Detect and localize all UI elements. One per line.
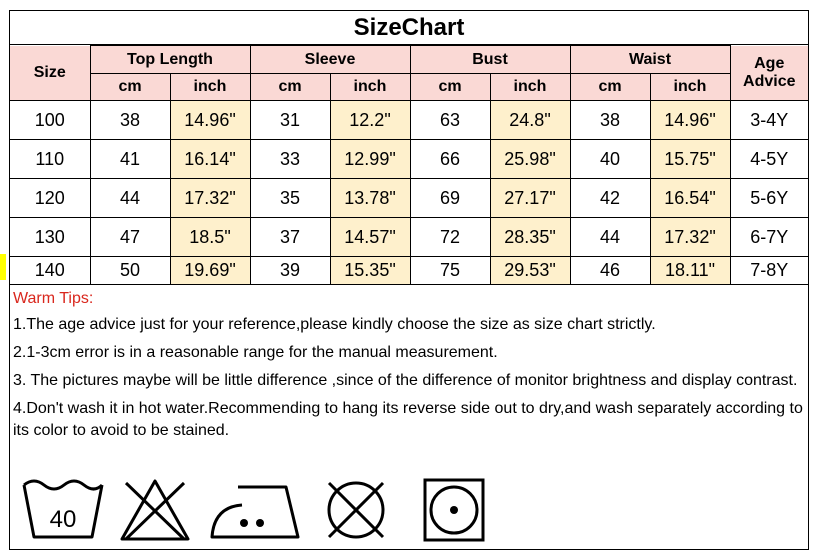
inch-cell: 14.96"	[650, 101, 730, 140]
iron-medium-icon	[208, 477, 304, 541]
unit-header: inch	[330, 74, 410, 101]
tip-item: 4.Don't wash it in hot water.Recommending to hang its reverse side out to dry,and wash separately according to its color to avoid to be stained.	[13, 400, 803, 439]
size-chart-sheet	[9, 10, 809, 550]
age-advice-header	[730, 46, 808, 101]
cm-cell: 69	[410, 179, 490, 218]
cm-cell: 31	[250, 101, 330, 140]
cm-cell: 35	[250, 179, 330, 218]
unit-header: cm	[570, 74, 650, 101]
size-cell: 110	[10, 140, 90, 179]
wash-40-icon	[20, 477, 106, 541]
group-header-sleeve: Sleeve	[250, 46, 410, 74]
inch-cell: 14.96"	[170, 101, 250, 140]
chart-title: SizeChart	[10, 11, 808, 45]
cm-cell: 75	[410, 257, 490, 285]
age-cell: 4-5Y	[730, 140, 808, 179]
inch-cell: 25.98"	[490, 140, 570, 179]
unit-header: cm	[250, 74, 330, 101]
cm-cell: 66	[410, 140, 490, 179]
unit-header: inch	[170, 74, 250, 101]
inch-cell: 16.54"	[650, 179, 730, 218]
age-header-line2: Advice	[743, 72, 796, 90]
tip-item: 1.The age advice just for your reference,please kindly choose the size as size chart strictly.	[13, 316, 656, 333]
group-header-bust: Bust	[410, 46, 570, 74]
cm-cell: 63	[410, 101, 490, 140]
inch-cell: 17.32"	[170, 179, 250, 218]
size-table	[10, 45, 808, 285]
inch-cell: 19.69"	[170, 257, 250, 285]
inch-cell: 15.35"	[330, 257, 410, 285]
size-cell: 100	[10, 101, 90, 140]
size-header: Size	[10, 46, 90, 101]
age-header-line1: Age	[754, 54, 785, 72]
tumble-dry-icon	[422, 477, 486, 543]
no-dry-clean-icon	[323, 477, 389, 543]
cm-cell: 72	[410, 218, 490, 257]
inch-cell: 16.14"	[170, 140, 250, 179]
table-row	[10, 179, 808, 218]
table-row	[10, 101, 808, 140]
age-cell: 3-4Y	[730, 101, 808, 140]
inch-cell: 27.17"	[490, 179, 570, 218]
yellow-edge-marker	[0, 254, 6, 280]
cm-cell: 39	[250, 257, 330, 285]
unit-header: cm	[410, 74, 490, 101]
inch-cell: 15.75"	[650, 140, 730, 179]
table-row	[10, 257, 808, 285]
cm-cell: 38	[90, 101, 170, 140]
no-bleach-icon	[118, 477, 192, 541]
inch-cell: 28.35"	[490, 218, 570, 257]
warm-tips-heading: Warm Tips:	[13, 290, 94, 307]
inch-cell: 14.57"	[330, 218, 410, 257]
inch-cell: 12.2"	[330, 101, 410, 140]
cm-cell: 44	[570, 218, 650, 257]
inch-cell: 18.5"	[170, 218, 250, 257]
cm-cell: 38	[570, 101, 650, 140]
cm-cell: 41	[90, 140, 170, 179]
age-cell: 5-6Y	[730, 179, 808, 218]
wash-temp-label: 40	[49, 506, 77, 533]
cm-cell: 47	[90, 218, 170, 257]
inch-cell: 29.53"	[490, 257, 570, 285]
cm-cell: 42	[570, 179, 650, 218]
cm-cell: 44	[90, 179, 170, 218]
size-cell: 140	[10, 257, 90, 285]
cm-cell: 40	[570, 140, 650, 179]
size-cell: 130	[10, 218, 90, 257]
group-header-top-length: Top Length	[90, 46, 250, 74]
warm-tips	[10, 284, 808, 448]
table-row	[10, 218, 808, 257]
care-icons	[10, 469, 808, 549]
cm-cell: 46	[570, 257, 650, 285]
size-cell: 120	[10, 179, 90, 218]
unit-header: inch	[650, 74, 730, 101]
age-cell: 6-7Y	[730, 218, 808, 257]
unit-header: inch	[490, 74, 570, 101]
table-row	[10, 140, 808, 179]
cm-cell: 37	[250, 218, 330, 257]
tip-item: 2.1-3cm error is in a reasonable range for the manual measurement.	[13, 344, 498, 361]
inch-cell: 24.8"	[490, 101, 570, 140]
group-header-waist: Waist	[570, 46, 730, 74]
inch-cell: 17.32"	[650, 218, 730, 257]
cm-cell: 33	[250, 140, 330, 179]
inch-cell: 18.11"	[650, 257, 730, 285]
inch-cell: 13.78"	[330, 179, 410, 218]
age-cell: 7-8Y	[730, 257, 808, 285]
inch-cell: 12.99"	[330, 140, 410, 179]
cm-cell: 50	[90, 257, 170, 285]
unit-header: cm	[90, 74, 170, 101]
tip-item: 3. The pictures maybe will be little difference ,since of the difference of monitor brightness and display contrast.	[13, 372, 798, 389]
